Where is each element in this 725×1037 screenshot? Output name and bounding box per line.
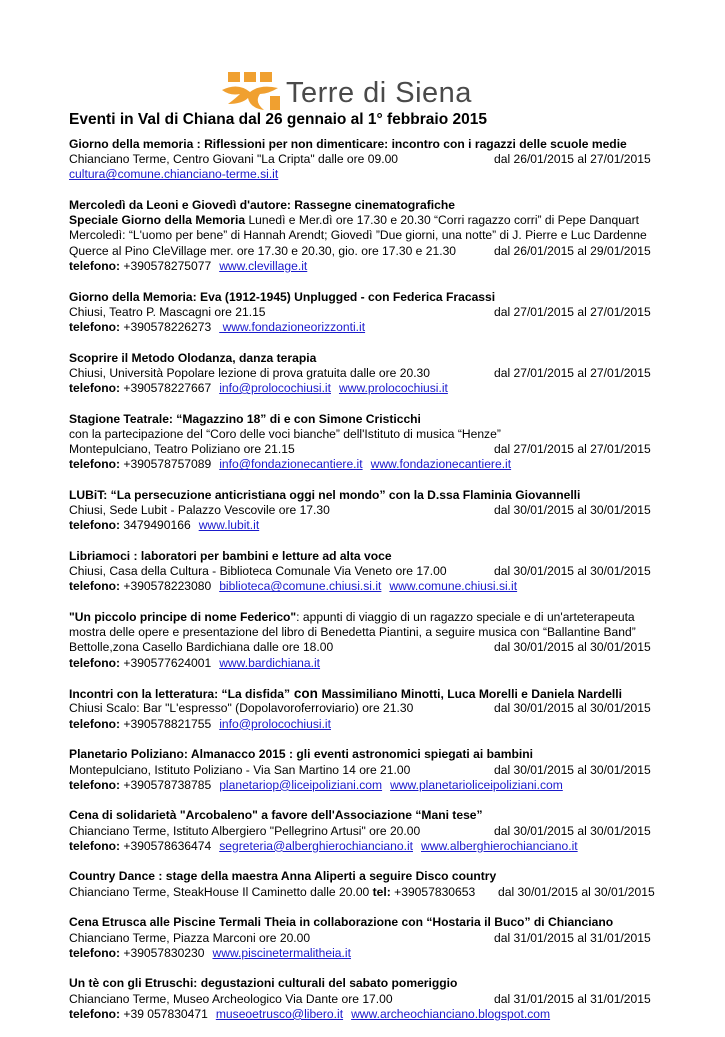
event-contact-line [69, 778, 659, 793]
event-contact-line [69, 457, 659, 472]
event-item [69, 412, 659, 473]
event-place-line [69, 885, 659, 900]
phone-label: telefono: [69, 777, 121, 792]
event-item [69, 915, 659, 961]
event-subtitle-line [69, 213, 659, 228]
event-title-rest: Massimiliano Minotti, Luca Morelli e Daniela Nardelli [321, 687, 623, 702]
event-date: dal 31/01/2015 al 31/01/2015 [494, 991, 651, 1006]
terre-di-siena-logo [220, 72, 505, 112]
event-website-link[interactable]: www.planetarioliceipoliziani.com [390, 777, 563, 792]
phone-number: +390578275077 [120, 258, 212, 273]
event-website-link[interactable]: www.lubit.it [198, 518, 260, 533]
event-place: Chiusi, Teatro P. Mascagni ore 21.15 [69, 304, 266, 319]
event-item [69, 137, 659, 183]
event-title-con: con [290, 686, 322, 702]
event-title-line [69, 610, 659, 625]
event-title: Scoprire il Metodo Olodanza, danza terapia [69, 350, 317, 365]
event-place: Chianciano Terme, Piazza Marconi ore 20.00 [69, 930, 311, 945]
event-contact-line [69, 946, 659, 961]
event-email-link[interactable]: info@prolocochiusi.it [219, 380, 331, 395]
phone-label: telefono: [69, 518, 121, 533]
event-date: dal 30/01/2015 al 30/01/2015 [494, 640, 651, 655]
event-email-link[interactable]: planetariop@liceipoliziani.com [219, 777, 383, 792]
event-title: LUBiT: “La persecuzione anticristiana oggi nel mondo” con la D.ssa Flaminia Giovannelli [69, 487, 581, 502]
event-place-line [69, 244, 659, 259]
event-place: Chianciano Terme, Centro Giovani "La Cripta" dalle ore 09.00 [69, 152, 399, 167]
event-place-line [69, 701, 659, 716]
event-item [69, 610, 659, 671]
phone-number: +390578223080 [120, 579, 212, 594]
event-place-line [69, 564, 659, 579]
phone-label: telefono: [69, 716, 121, 731]
phone-number: +390578821755 [120, 716, 212, 731]
event-website-link[interactable]: www.alberghierochianciano.it [421, 838, 578, 853]
event-date: dal 30/01/2015 al 30/01/2015 [494, 701, 651, 716]
event-email-link[interactable]: museoetrusco@libero.it [215, 1006, 344, 1021]
event-place: Montepulciano, Teatro Poliziano ore 21.15 [69, 442, 295, 456]
event-item [69, 808, 659, 854]
event-date: dal 30/01/2015 al 30/01/2015 [494, 503, 651, 518]
event-description-line: mostra delle opere e presentazione del libro di Benedetta Piantini, a seguire musica con “Ballantine Band” [69, 625, 636, 640]
event-website-link[interactable]: www.comune.chiusi.si.it [389, 579, 518, 594]
event-item [69, 869, 659, 899]
phone-number: +39057830230 [120, 945, 205, 960]
event-title: Incontri con la letteratura: “La disfida” [69, 687, 291, 702]
phone-number: +39 057830471 [120, 1006, 208, 1021]
phone-label: telefono: [69, 579, 121, 594]
event-item [69, 198, 659, 274]
event-contact-line [69, 259, 659, 274]
phone-label: telefono: [69, 838, 121, 853]
event-date: dal 30/01/2015 al 30/01/2015 [494, 564, 651, 579]
event-description-line: Mercoledì: “L'uomo per bene” di Hannah Arendt; Giovedì ”Due giorni, una notte” di J. Pierre e Luc Dardenne [69, 228, 647, 243]
event-place-line [69, 824, 659, 839]
logo-text: Terre di Siena [286, 77, 472, 109]
event-date: dal 26/01/2015 al 29/01/2015 [494, 243, 651, 258]
phone-number: +390578227667 [120, 380, 212, 395]
event-contact-line [69, 320, 659, 335]
event-contact-line [69, 839, 659, 854]
event-date: dal 30/01/2015 al 30/01/2015 [494, 823, 651, 838]
event-website-link[interactable]: www.prolocochiusi.it [338, 380, 448, 395]
event-item [69, 549, 659, 595]
phone-number: +390577624001 [120, 655, 212, 670]
event-contact-line [69, 1007, 659, 1022]
phone-label: telefono: [69, 1006, 121, 1021]
event-website-link[interactable]: www.bardichiana.it [219, 655, 321, 670]
event-subtitle-text: Lunedì e Mer.dì ore 17.30 e 20.30 “Corri ragazzo corri” di Pepe Danquart [245, 213, 640, 228]
phone-number: +39057830653 [390, 884, 476, 899]
event-place-line [69, 763, 659, 778]
event-title: "Un piccolo principe di nome Federico" [69, 610, 297, 624]
event-title: Mercoledì da Leoni e Giovedì d'autore: Rassegne cinematografiche [69, 198, 455, 213]
event-item [69, 747, 659, 793]
event-date: dal 27/01/2015 al 27/01/2015 [494, 442, 651, 456]
event-place: Chiusi, Casa della Cultura - Biblioteca Comunale Via Veneto ore 17.00 [69, 564, 447, 579]
event-date: dal 31/01/2015 al 31/01/2015 [494, 930, 651, 945]
event-email-link[interactable]: biblioteca@comune.chiusi.si.it [219, 579, 382, 594]
event-email-link[interactable]: cultura@comune.chianciano-terme.si.it [69, 167, 279, 182]
event-subtitle-bold: Speciale Giorno della Memoria [69, 213, 246, 228]
phone-number: 3479490166 [120, 518, 191, 533]
event-place-line [69, 305, 659, 320]
event-email-link[interactable]: info@prolocochiusi.it [219, 716, 331, 731]
phone-label: tel: [369, 884, 391, 899]
event-place-line [69, 503, 659, 518]
event-contact-line [69, 579, 659, 594]
phone-label: telefono: [69, 258, 121, 273]
event-place: Montepulciano, Istituto Poliziano - Via San Martino 14 ore 21.00 [69, 762, 411, 777]
event-email-link[interactable]: segreteria@alberghierochianciano.it [219, 838, 413, 853]
phone-label: telefono: [69, 319, 121, 334]
event-contact-line [69, 518, 659, 533]
phone-label: telefono: [69, 945, 121, 960]
event-contact-line [69, 381, 659, 396]
phone-number: +390578226273 [120, 319, 212, 334]
event-item [69, 351, 659, 397]
event-title-line [69, 686, 659, 701]
event-place-line [69, 442, 659, 457]
event-website-link[interactable]: www.piscinetermalitheia.it [212, 945, 351, 960]
event-place-line [69, 992, 659, 1007]
phone-label: telefono: [69, 655, 121, 670]
event-place: Bettolle,zona Casello Bardichiana dalle ore 18.00 [69, 640, 334, 655]
event-date: dal 26/01/2015 al 27/01/2015 [494, 152, 651, 167]
event-place: Chiusi Scalo: Bar "L'espresso" (Dopolavoroferroviario) ore 21.30 [69, 701, 414, 716]
event-place-line [69, 152, 659, 167]
event-place: Chiusi, Università Popolare lezione di prova gratuita dalle ore 20.30 [69, 365, 431, 380]
events-list [69, 137, 659, 1037]
event-place: Chianciano Terme, SteakHouse Il Caminetto dalle 20.00 [69, 884, 370, 899]
event-title: Giorno della memoria : Riflessioni per non dimenticare: incontro con i ragazzi delle scuole medie [69, 137, 627, 151]
event-place: Chiusi, Sede Lubit - Palazzo Vescovile ore 17.30 [69, 503, 330, 518]
event-website-link[interactable]: www.clevillage.it [219, 258, 308, 273]
event-date: dal 27/01/2015 al 27/01/2015 [494, 365, 651, 380]
event-title: Cena Etrusca alle Piscine Termali Theia in collaborazione con “Hostaria il Buco” di Chianciano [69, 915, 614, 930]
event-description-line: con la partecipazione del “Coro delle voci bianche” dell'Istituto di musica “Henze” [69, 426, 501, 441]
event-title-rest: : appunti di viaggio di un ragazzo speciale e di un'arteterapeuta [296, 610, 635, 624]
event-title: Planetario Poliziano: Almanacco 2015 : gli eventi astronomici spiegati ai bambini [69, 747, 533, 762]
event-website-link[interactable]: www.archeochianciano.blogspot.com [351, 1006, 551, 1021]
event-place-line [69, 366, 659, 381]
phone-label: telefono: [69, 380, 121, 395]
event-item [69, 488, 659, 534]
event-website-link[interactable]: www.fondazioneorizzonti.it [219, 319, 366, 334]
phone-number: +390578757089 [120, 457, 212, 472]
event-item [69, 290, 659, 336]
phone-label: telefono: [69, 457, 121, 472]
event-contact-line [69, 717, 659, 732]
event-title: Un tè con gli Etruschi: degustazioni culturali del sabato pomeriggio [69, 976, 458, 991]
event-date: dal 30/01/2015 al 30/01/2015 [494, 762, 651, 777]
event-title: Stagione Teatrale: “Magazzino 18” di e con Simone Cristicchi [69, 411, 421, 426]
page-title: Eventi in Val di Chiana dal 26 gennaio al 1° febbraio 2015 [69, 111, 487, 128]
event-place-line [69, 931, 659, 946]
event-title: Country Dance : stage della maestra Anna Aliperti a seguire Disco country [69, 869, 497, 884]
event-email-link[interactable]: info@fondazionecantiere.it [219, 457, 363, 472]
event-website-link[interactable]: www.fondazionecantiere.it [370, 457, 512, 472]
event-place: Chianciano Terme, Istituto Albergiero "Pellegrino Artusi" ore 20.00 [69, 823, 421, 838]
event-item [69, 976, 659, 1022]
event-contact-line [69, 167, 659, 182]
logo-emblem-icon [220, 72, 282, 112]
event-item [69, 686, 659, 732]
phone-number: +390578738785 [120, 777, 212, 792]
event-place-line [69, 640, 659, 655]
event-title: Cena di solidarietà "Arcobaleno" a favore dell'Associazione “Mani tese” [69, 808, 483, 823]
event-date: dal 30/01/2015 al 30/01/2015 [498, 884, 655, 899]
event-place: Querce al Pino CleVillage mer. ore 17.30 e 20.30, gio. ore 17.30 e 21.30 [69, 243, 457, 258]
event-place: Chianciano Terme, Museo Archeologico Via Dante ore 17.00 [69, 991, 393, 1006]
event-date: dal 27/01/2015 al 27/01/2015 [494, 304, 651, 319]
event-contact-line [69, 656, 659, 671]
event-title: Giorno della Memoria: Eva (1912-1945) Unplugged - con Federica Fracassi [69, 289, 496, 304]
phone-number: +390578636474 [120, 838, 212, 853]
event-title: Libriamoci : laboratori per bambini e letture ad alta voce [69, 548, 392, 563]
